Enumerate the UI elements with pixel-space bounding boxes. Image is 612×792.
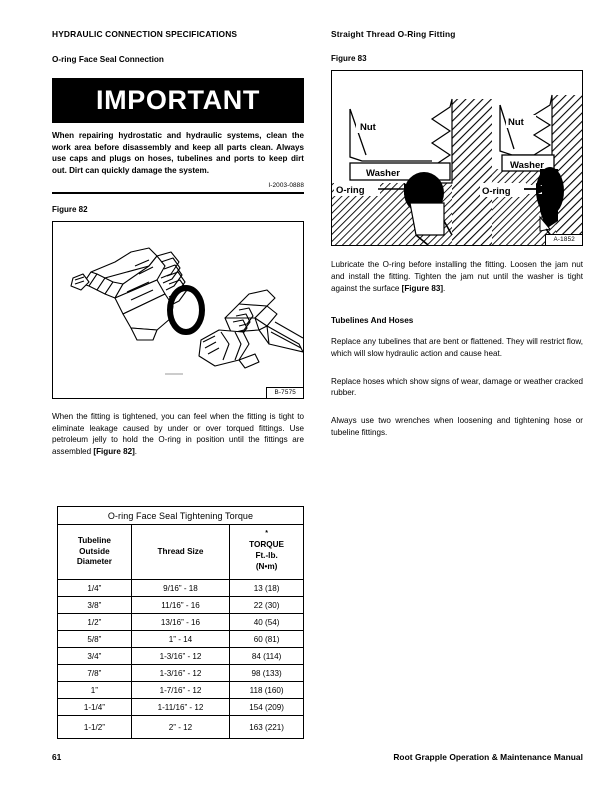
table-title: O-ring Face Seal Tightening Torque	[58, 507, 304, 525]
cell-thread: 1-11/16” - 12	[131, 699, 229, 716]
paragraph-fitting-text: When the fitting is tightened, you can feel when the fitting is tight to eliminate leakage caused by under or over torqued fittings. Use petroleum jelly to hold the O-ring in position until the fittings are assembled	[52, 411, 304, 457]
cell-diameter: 5/8”	[58, 631, 132, 648]
figure-82-illustration	[53, 222, 303, 398]
cell-thread: 9/16” - 18	[131, 580, 229, 597]
cell-diameter: 1”	[58, 682, 132, 699]
table-row	[58, 682, 304, 699]
cell-torque: 154 (209)	[230, 699, 304, 716]
subsection-title-oring-face-seal: O-ring Face Seal Connection	[52, 55, 164, 65]
cell-thread: 1” - 14	[131, 631, 229, 648]
header-line-1: Tubeline	[77, 535, 111, 545]
page-footer	[52, 752, 583, 762]
subsection-title-straight-thread: Straight Thread O-Ring Fitting	[331, 29, 456, 39]
figure-83-reference: [Figure 83]	[401, 283, 444, 293]
figure-82-label: Figure 82	[52, 205, 88, 215]
cell-torque: 163 (221)	[230, 716, 304, 739]
table-row	[58, 614, 304, 631]
label-oring-right: O-ring	[482, 186, 511, 198]
cell-torque: 22 (30)	[230, 597, 304, 614]
figure-83-frame	[331, 70, 583, 246]
cell-torque: 118 (160)	[230, 682, 304, 699]
table-row	[58, 580, 304, 597]
cell-torque: 40 (54)	[230, 614, 304, 631]
header-torque-line-1: TORQUE	[249, 539, 285, 549]
paragraph-lubricate-oring	[331, 259, 583, 294]
cell-thread: 1-3/16” - 12	[131, 648, 229, 665]
important-notice	[52, 78, 304, 194]
figure-83-code: A-1852	[545, 234, 583, 246]
header-torque-line-3: (N•m)	[255, 561, 278, 571]
figure-82-reference: [Figure 82]	[93, 447, 135, 457]
cell-torque: 98 (133)	[230, 665, 304, 682]
right-column	[331, 30, 583, 450]
cell-torque: 13 (18)	[230, 580, 304, 597]
header-line-3: Diameter	[76, 557, 112, 567]
table-row	[58, 631, 304, 648]
figure-82-code: B-7575	[266, 387, 304, 399]
manual-title: Root Grapple Operation & Maintenance Manual	[393, 752, 583, 762]
cell-diameter: 1-1/4”	[58, 699, 132, 716]
cell-thread: 1-3/16” - 12	[131, 665, 229, 682]
paragraph-replace-tubelines: Replace any tubelines that are bent or flattened. They will restrict flow, which will slow hydraulic action and cause heat.	[331, 337, 583, 358]
subsection-title-tubelines-hoses: Tubelines And Hoses	[331, 316, 414, 326]
cell-diameter: 1/2”	[58, 614, 132, 631]
table-row	[58, 648, 304, 665]
column-header-thread-size	[131, 525, 229, 580]
figure-82-frame	[52, 221, 304, 399]
page-title: HYDRAULIC CONNECTION SPECIFICATIONS	[52, 29, 238, 39]
label-oring-left: O-ring	[336, 185, 365, 197]
torque-footnote-asterisk: *	[265, 530, 268, 538]
header-torque-line-2: Ft.-lb.	[255, 550, 278, 560]
paragraph-two-wrenches: Always use two wrenches when loosening and tightening hose or tubeline fittings.	[331, 416, 583, 437]
label-washer-left: Washer	[366, 168, 400, 180]
table-row	[58, 597, 304, 614]
cell-diameter: 1/4”	[58, 580, 132, 597]
cell-torque: 60 (81)	[230, 631, 304, 648]
important-body-text: When repairing hydrostatic and hydraulic systems, clean the work area before disassembly and keep all parts clean. Always use caps and plugs on hoses, tubelines and ports to keep dirt out. Dirt can quickly damage the system.	[52, 131, 304, 175]
paragraph-replace-hoses: Replace hoses which show signs of wear, damage or weather cracked rubber.	[331, 376, 583, 398]
cell-thread: 13/16” - 16	[131, 614, 229, 631]
left-column	[52, 30, 304, 469]
table-row	[58, 699, 304, 716]
paragraph-lubricate-period: .	[443, 283, 446, 293]
column-header-tubeline-diameter	[58, 525, 132, 580]
cell-thread: 11/16” - 16	[131, 597, 229, 614]
cell-torque: 84 (114)	[230, 648, 304, 665]
torque-specification-table	[57, 506, 304, 739]
table-row	[58, 665, 304, 682]
label-nut-right: Nut	[508, 117, 524, 129]
paragraph-fitting-tightened	[52, 411, 304, 458]
cell-diameter: 3/8”	[58, 597, 132, 614]
important-heading: IMPORTANT	[96, 85, 260, 116]
oring-illustration	[170, 288, 202, 332]
figure-83-illustration	[332, 71, 582, 245]
label-nut-left: Nut	[360, 122, 376, 134]
column-header-torque	[230, 525, 304, 580]
cell-thread: 2” - 12	[131, 716, 229, 739]
cell-thread: 1-7/16” - 12	[131, 682, 229, 699]
page-number: 61	[52, 752, 62, 762]
cell-diameter: 3/4”	[58, 648, 132, 665]
header-thread-size: Thread Size	[157, 546, 204, 556]
important-banner	[52, 78, 304, 123]
divider-rule	[52, 192, 304, 194]
figure-83-left-panel	[332, 99, 492, 245]
table-row	[58, 716, 304, 739]
cell-diameter: 7/8”	[58, 665, 132, 682]
label-washer-right: Washer	[510, 160, 544, 172]
header-line-2: Outside	[79, 546, 110, 556]
paragraph-lubricate-text: Lubricate the O-ring before installing the fitting. Loosen the jam nut and install the fitting. Tighten the jam nut until the washer is tight against the surface	[331, 260, 583, 293]
important-code: I-2003-0888	[268, 182, 304, 190]
paragraph-fitting-period: .	[134, 447, 138, 457]
cell-diameter: 1-1/2”	[58, 716, 132, 739]
figure-83-label: Figure 83	[331, 54, 367, 64]
